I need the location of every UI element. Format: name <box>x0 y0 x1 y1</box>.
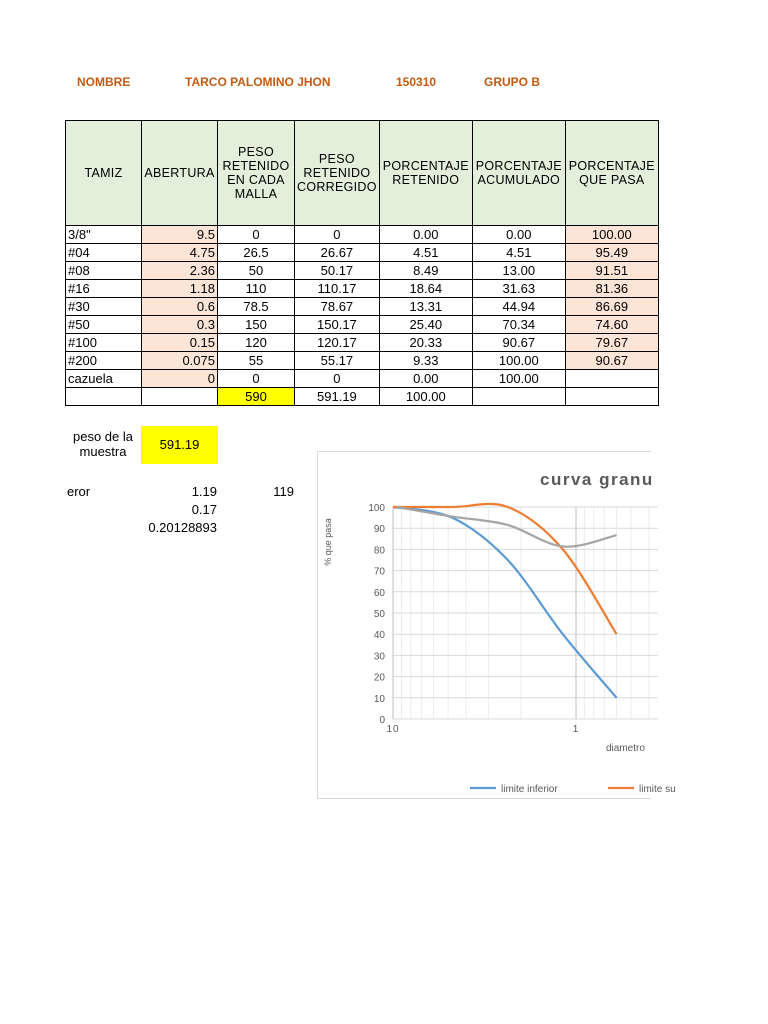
header-peso-corregido: PESO RETENIDO CORREGIDO <box>295 121 380 226</box>
table-cell: 4.51 <box>379 244 472 262</box>
table-row <box>66 244 659 262</box>
header-peso-retenido: PESO RETENIDO EN CADA MALLA <box>218 121 295 226</box>
total-cell <box>565 388 658 406</box>
total-cell: 100.00 <box>379 388 472 406</box>
legend-label: limite su <box>639 784 676 795</box>
table-cell: 100.00 <box>472 352 565 370</box>
table-cell: 120.17 <box>295 334 380 352</box>
table-row <box>66 262 659 280</box>
table-cell: 79.67 <box>565 334 658 352</box>
table-cell: 26.5 <box>218 244 295 262</box>
header-porcentaje-acumulado: PORCENTAJE ACUMULADO <box>472 121 565 226</box>
error-value-1: 1.19 <box>191 484 217 499</box>
table-row <box>66 352 659 370</box>
y-tick-label: 100 <box>368 503 385 514</box>
table-cell: cazuela <box>66 370 142 388</box>
table-cell: 95.49 <box>565 244 658 262</box>
totals-row <box>66 388 659 406</box>
table-cell: 18.64 <box>379 280 472 298</box>
table-cell: 0 <box>142 370 218 388</box>
chart-title: curva granu <box>540 470 654 489</box>
y-tick-label: 30 <box>373 651 385 663</box>
table-row <box>66 334 659 352</box>
group-label: GRUPO B <box>484 75 541 89</box>
nombre-label: NOMBRE <box>77 75 131 89</box>
table-cell: 9.33 <box>379 352 472 370</box>
legend-label: limite inferior <box>501 784 558 795</box>
table-cell: #30 <box>66 298 142 316</box>
x-tick-label: 1 <box>572 724 580 735</box>
table-cell: 100.00 <box>565 226 658 244</box>
table-cell: 90.67 <box>472 334 565 352</box>
student-code: 150310 <box>396 75 437 89</box>
x-tick-label: 10 <box>386 724 400 735</box>
series-line-1 <box>393 507 617 698</box>
error-value-2: 0.17 <box>191 502 217 517</box>
table-cell: 50 <box>218 262 295 280</box>
table-cell: #04 <box>66 244 142 262</box>
table-cell: 150.17 <box>295 316 380 334</box>
table-cell <box>565 370 658 388</box>
table-cell: 1.18 <box>142 280 218 298</box>
y-tick-label: 70 <box>373 566 385 578</box>
x-axis-label: diametro <box>606 743 645 754</box>
table-cell: 0.00 <box>472 226 565 244</box>
table-cell: 26.67 <box>295 244 380 262</box>
table-cell: 4.75 <box>142 244 218 262</box>
y-tick-label: 20 <box>373 672 385 684</box>
table-cell: 90.67 <box>565 352 658 370</box>
table-cell: 91.51 <box>565 262 658 280</box>
table-cell: 0.075 <box>142 352 218 370</box>
table-cell: 74.60 <box>565 316 658 334</box>
table-cell: 110.17 <box>295 280 380 298</box>
table-cell: 9.5 <box>142 226 218 244</box>
header-abertura: ABERTURA <box>142 121 218 226</box>
error-value-3: 0.20128893 <box>148 520 217 535</box>
y-tick-label: 40 <box>373 630 385 642</box>
y-tick-label: 10 <box>373 693 385 705</box>
table-cell: 55 <box>218 352 295 370</box>
table-cell: 70.34 <box>472 316 565 334</box>
table-header-row <box>66 121 659 226</box>
table-cell: 100.00 <box>472 370 565 388</box>
table-cell: 78.67 <box>295 298 380 316</box>
table-cell: 0 <box>295 370 380 388</box>
series-line-3 <box>397 507 617 547</box>
sieve-analysis-table <box>65 120 659 406</box>
total-weight-cell: 590 <box>218 388 295 406</box>
error-value-1b: 119 <box>273 484 294 499</box>
table-cell: 0 <box>295 226 380 244</box>
chart-svg <box>318 452 676 798</box>
sample-weight-value: 591.19 <box>141 426 218 464</box>
table-cell: 20.33 <box>379 334 472 352</box>
sample-weight-label: peso de la muestra <box>73 429 133 459</box>
student-name: TARCO PALOMINO JHON <box>185 75 331 89</box>
table-cell: 0 <box>218 226 295 244</box>
table-cell: 3/8" <box>66 226 142 244</box>
y-tick-label: 80 <box>373 545 385 557</box>
table-cell: 13.00 <box>472 262 565 280</box>
table-row <box>66 298 659 316</box>
header-porcentaje-pasa: PORCENTAJE QUE PASA <box>565 121 658 226</box>
table-cell: #16 <box>66 280 142 298</box>
table-cell: 25.40 <box>379 316 472 334</box>
table-cell: 150 <box>218 316 295 334</box>
table-cell: 4.51 <box>472 244 565 262</box>
table-cell: 8.49 <box>379 262 472 280</box>
table-cell: 0.00 <box>379 226 472 244</box>
table-cell: 0 <box>218 370 295 388</box>
y-axis-label: % que pasa <box>323 518 333 566</box>
table-cell: 50.17 <box>295 262 380 280</box>
header-tamiz: TAMIZ <box>66 121 142 226</box>
y-tick-label: 90 <box>373 524 385 536</box>
table-cell: 13.31 <box>379 298 472 316</box>
table-row <box>66 226 659 244</box>
table-cell: 86.69 <box>565 298 658 316</box>
table-cell: 81.36 <box>565 280 658 298</box>
table-cell: 0.15 <box>142 334 218 352</box>
y-tick-label: 0 <box>379 715 385 726</box>
total-cell <box>142 388 218 406</box>
table-cell: 31.63 <box>472 280 565 298</box>
table-cell: 0.00 <box>379 370 472 388</box>
table-cell: #200 <box>66 352 142 370</box>
table-row <box>66 280 659 298</box>
table-cell: 2.36 <box>142 262 218 280</box>
total-cell <box>66 388 142 406</box>
y-tick-label: 60 <box>373 587 385 599</box>
table-cell: 0.6 <box>142 298 218 316</box>
header-porcentaje-retenido: PORCENTAJE RETENIDO <box>379 121 472 226</box>
error-label: eror <box>67 484 91 499</box>
granulometric-chart <box>317 451 676 799</box>
table-cell: #50 <box>66 316 142 334</box>
table-cell: 55.17 <box>295 352 380 370</box>
table-cell: #100 <box>66 334 142 352</box>
total-cell: 591.19 <box>295 388 380 406</box>
table-cell: #08 <box>66 262 142 280</box>
table-cell: 110 <box>218 280 295 298</box>
table-cell: 44.94 <box>472 298 565 316</box>
table-row <box>66 370 659 388</box>
table-row <box>66 316 659 334</box>
y-tick-label: 50 <box>373 609 385 620</box>
table-cell: 0.3 <box>142 316 218 334</box>
table-cell: 120 <box>218 334 295 352</box>
total-cell <box>472 388 565 406</box>
table-cell: 78.5 <box>218 298 295 316</box>
